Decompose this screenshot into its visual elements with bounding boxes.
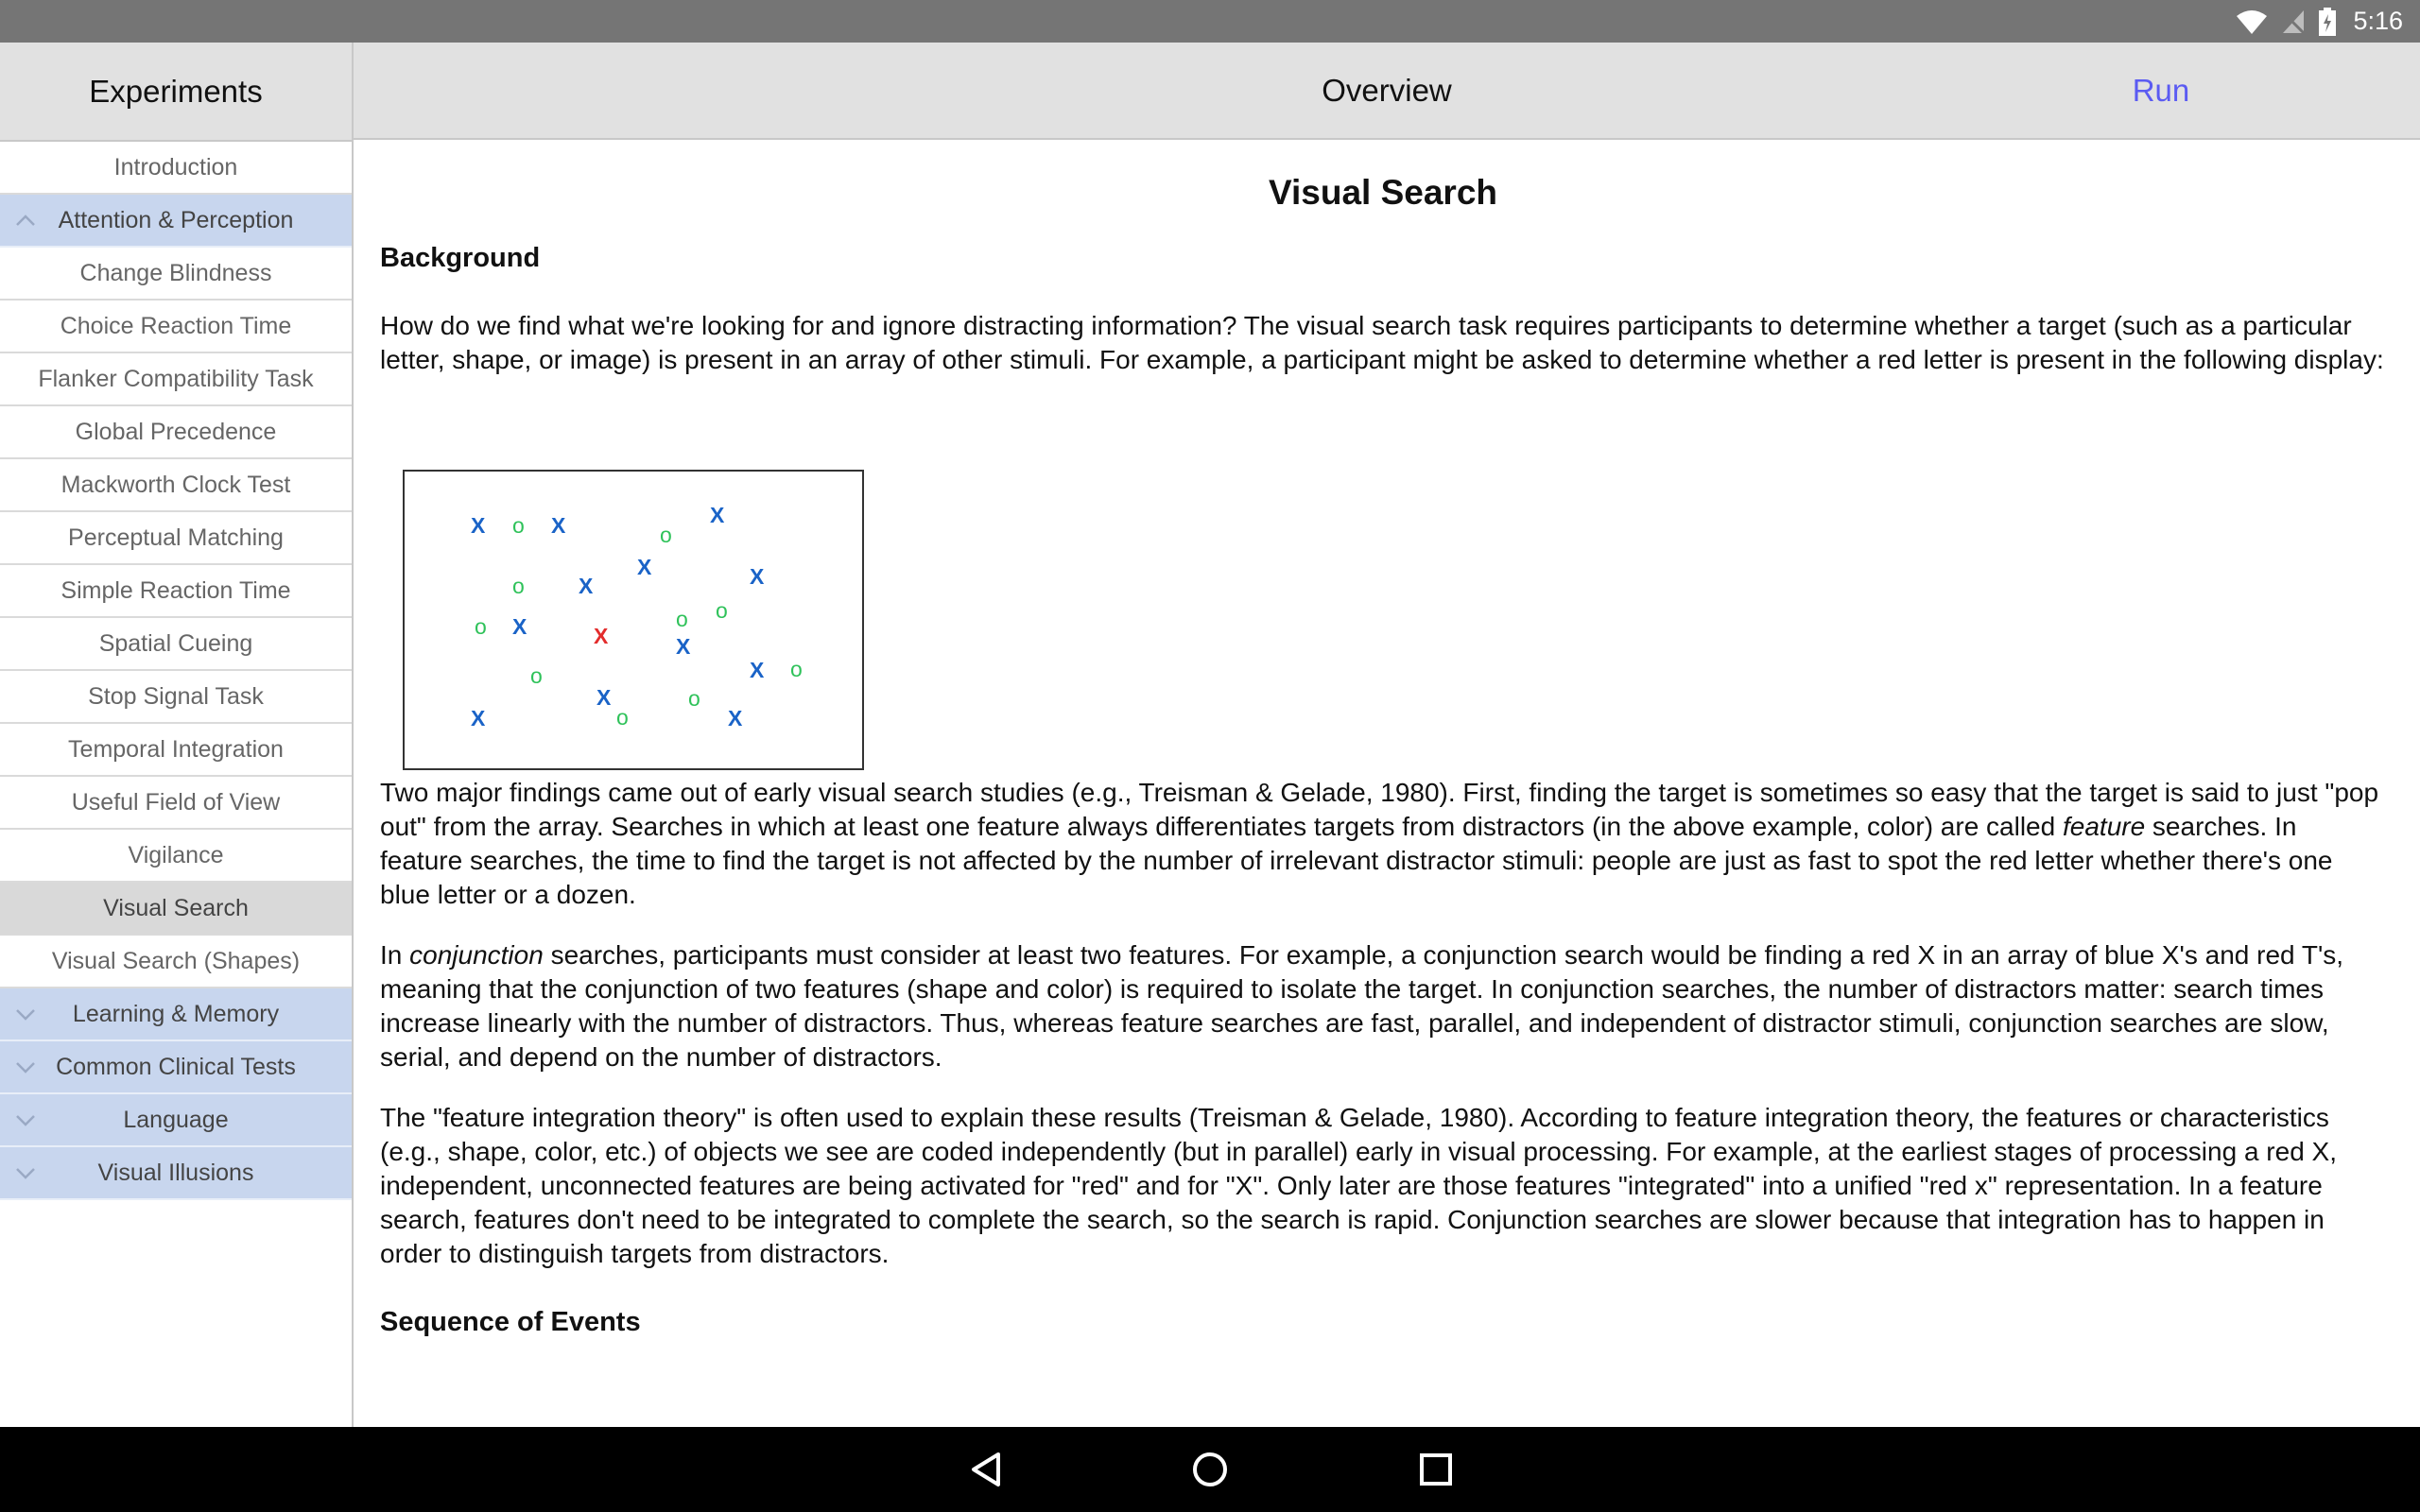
sidebar-item-introduction[interactable] — [0, 142, 352, 195]
sidebar-item-label: Global Precedence — [75, 418, 277, 445]
sidebar-item-choice-reaction-time[interactable] — [0, 301, 352, 353]
sidebar-item-spatial-cueing[interactable] — [0, 618, 352, 671]
page-title: Overview — [1322, 72, 1452, 108]
distractor-blue-x: X — [750, 658, 765, 682]
chevron-down-icon — [15, 1166, 36, 1179]
sidebar-item-simple-reaction-time[interactable] — [0, 565, 352, 618]
sidebar-item-label: Introduction — [113, 153, 238, 180]
distractor-green-o: o — [475, 614, 487, 639]
sidebar-item-label: Common Clinical Tests — [56, 1053, 296, 1080]
article — [380, 142, 2386, 1339]
sidebar-item-label: Mackworth Clock Test — [60, 471, 291, 498]
feature-integration-paragraph: The "feature integration theory" is often used to explain these results (Treisman & Gelade, 1980). According to feature integration theory, the features or characteristics (e.g., shape, color, etc.) of objects we see are coded independently (but in parallel) early in visual processing. For example, at the earliest stages of processing a red X, independent, unconnected features are being activated for "red" and for "X". Only later are those features "integrated" into a unified "red x" representation. In a feature search, features don't need to be integrated to complete the search, so the search is rapid. Conjunction searches are slower because that integration has to happen in order to distinguish targets from distractors. — [380, 1103, 2338, 1268]
chevron-down-icon — [15, 1060, 36, 1074]
sidebar-item-label: Visual Search — [103, 894, 249, 921]
distractor-blue-x: X — [471, 706, 486, 730]
sidebar-item-flanker-compatibility-task[interactable] — [0, 353, 352, 406]
distractor-green-o: o — [660, 523, 672, 547]
distractor-blue-x: X — [750, 564, 765, 589]
experiments-sidebar — [0, 142, 352, 1200]
divider — [352, 43, 354, 1427]
status-time: 5:16 — [2353, 7, 2403, 35]
conjunction-paragraph: In conjunction searches, participants must consider at least two features. For example, a conjunction search would be finding a red X in an array of blue X's and red T's, meaning that the conjunction of two features (shape and color) is required to isolate the target. In conjunction searches, the number of distractors matter: search times increase linearly with the number of distractors. Thus, whereas feature searches are fast, parallel, and independent of distractor stimuli, conjunction searches are slow, serial, and depend on the number of distractors. — [380, 940, 2344, 1072]
navigation-bar — [0, 1427, 2420, 1512]
sidebar-item-common-clinical-tests[interactable] — [0, 1041, 352, 1094]
sidebar-item-label: Learning & Memory — [72, 1000, 280, 1027]
sidebar-item-attention-perception[interactable] — [0, 195, 352, 248]
findings-paragraph: Two major findings came out of early visual search studies (e.g., Treisman & Gelade, 1980). First, finding the target is sometimes so easy that the target is said to just "pop out" from the array. Searches in which at least one feature always differentiates targets from distractors (in the above example, color) are called feature searches. In feature searches, the time to find the target is not affected by the number of irrelevant distractor stimuli: people are just as fast to spot the red letter whether there's one blue letter or a dozen. — [380, 778, 2379, 909]
sidebar-item-perceptual-matching[interactable] — [0, 512, 352, 565]
distractor-green-o: o — [512, 574, 525, 598]
recents-icon[interactable] — [1419, 1452, 1453, 1486]
sidebar-item-global-precedence[interactable] — [0, 406, 352, 459]
sidebar-item-vigilance[interactable] — [0, 830, 352, 883]
visual-search-display — [403, 470, 864, 770]
chevron-down-icon — [15, 1007, 36, 1021]
battery-charging-icon — [2319, 8, 2336, 36]
main-header — [354, 43, 2420, 140]
sidebar-item-stop-signal-task[interactable] — [0, 671, 352, 724]
sidebar-item-label: Temporal Integration — [68, 735, 284, 763]
sidebar-item-mackworth-clock-test[interactable] — [0, 459, 352, 512]
sidebar-item-visual-search[interactable] — [0, 883, 352, 936]
sidebar-item-label: Stop Signal Task — [88, 682, 264, 710]
sidebar-item-change-blindness[interactable] — [0, 248, 352, 301]
wifi-icon — [2236, 9, 2268, 35]
chevron-down-icon — [15, 1113, 36, 1126]
sidebar-item-label: Simple Reaction Time — [60, 576, 291, 604]
sidebar-item-label: Visual Search (Shapes) — [51, 947, 301, 974]
sidebar-item-label: Language — [123, 1106, 229, 1133]
distractor-green-o: o — [790, 657, 803, 681]
distractor-green-o: o — [530, 663, 543, 688]
sidebar-item-label: Flanker Compatibility Task — [38, 365, 314, 392]
sidebar-item-visual-search-shapes[interactable] — [0, 936, 352, 988]
sidebar-item-label: Useful Field of View — [71, 788, 281, 816]
sidebar-item-label: Spatial Cueing — [98, 629, 253, 657]
distractor-green-o: o — [512, 513, 525, 538]
sidebar-item-label: Choice Reaction Time — [60, 312, 292, 339]
distractor-blue-x: X — [551, 513, 566, 538]
sidebar-item-language[interactable] — [0, 1094, 352, 1147]
sidebar-item-label: Visual Illusions — [97, 1159, 254, 1186]
distractor-blue-x: X — [710, 503, 725, 527]
background-heading: Background — [380, 243, 541, 273]
sequence-heading: Sequence of Events — [380, 1307, 641, 1337]
status-bar — [0, 0, 2420, 43]
home-icon[interactable] — [1192, 1452, 1228, 1487]
sidebar-item-temporal-integration[interactable] — [0, 724, 352, 777]
distractor-green-o: o — [716, 598, 728, 623]
distractor-blue-x: X — [596, 685, 612, 710]
intro-paragraph: How do we find what we're looking for and ignore distracting information? The visual search task requires participants to determine whether a target (such as a particular letter, shape, or image) is present in an array of other stimuli. For example, a participant might be asked to determine whether a red letter is present in the following display: — [380, 311, 2384, 374]
sidebar-item-label: Change Blindness — [79, 259, 272, 286]
sidebar-item-label: Attention & Perception — [58, 206, 294, 233]
distractor-blue-x: X — [579, 574, 594, 598]
sidebar-item-visual-illusions[interactable] — [0, 1147, 352, 1200]
back-icon[interactable] — [968, 1451, 1002, 1488]
sidebar-item-label: Perceptual Matching — [68, 524, 284, 551]
article-title: Visual Search — [1268, 173, 1498, 212]
distractor-blue-x: X — [676, 634, 691, 659]
distractor-blue-x: X — [471, 513, 486, 538]
chevron-up-icon — [15, 214, 36, 227]
sidebar-title: Experiments — [0, 43, 352, 140]
run-button[interactable]: Run — [2132, 73, 2190, 108]
distractor-blue-x: X — [728, 706, 743, 730]
sidebar-item-label: Vigilance — [128, 841, 224, 868]
no-signal-icon — [2281, 9, 2306, 35]
distractor-green-o: o — [688, 686, 700, 711]
distractor-green-o: o — [616, 705, 629, 730]
sidebar-item-useful-field-of-view[interactable] — [0, 777, 352, 830]
sidebar-item-learning-memory[interactable] — [0, 988, 352, 1041]
distractor-blue-x: X — [637, 555, 652, 579]
target-red-x: X — [594, 624, 609, 648]
distractor-blue-x: X — [512, 614, 527, 639]
distractor-green-o: o — [676, 607, 688, 631]
